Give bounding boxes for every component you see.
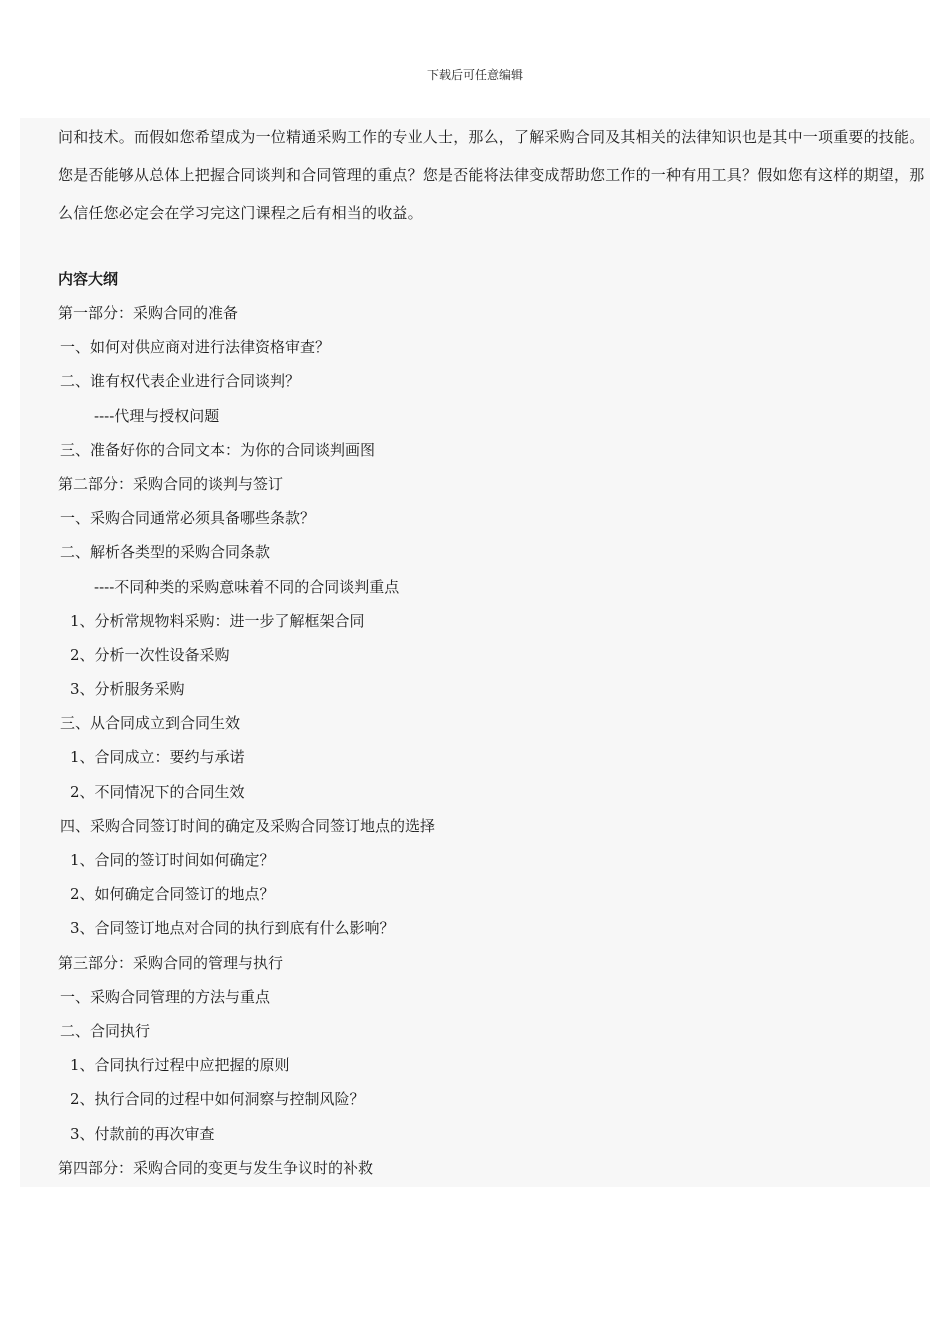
outline-item: 四、采购合同签订时间的确定及采购合同签订地点的选择 <box>60 816 436 835</box>
outline-item: 第二部分：采购合同的谈判与签订 <box>58 474 284 493</box>
outline-item: 第一部分：采购合同的准备 <box>58 304 239 322</box>
outline-item: 三、从合同成立到合同生效 <box>60 714 241 733</box>
outline-item: 三、准备好你的合同文本：为你的合同谈判画图 <box>60 440 376 459</box>
outline-item: 2、分析一次性设备采购 <box>70 645 230 664</box>
outline-item: 第四部分：采购合同的变更与发生争议时的补救 <box>58 1158 374 1177</box>
outline-heading: 内容大纲 <box>58 270 119 288</box>
intro-paragraph <box>58 118 930 232</box>
intro-text: 问和技术。而假如您希望成为一位精通采购工作的专业人士，那么，了解采购合同及其相关的法律知识也是其中一项重要的技能。您是否能够从总体上把握合同谈判和合同管理的重点？您是否能将法律变成帮助您工作的一种有用工具？假如您有这样的期望，那么信任您必定会在学习完这门课程之后有相当的收益。 <box>58 128 925 222</box>
outline-item: 2、如何确定合同签订的地点？ <box>70 885 275 904</box>
outline-item: 第三部分：采购合同的管理与执行 <box>58 953 284 972</box>
outline-item: 二、解析各类型的采购合同条款 <box>60 543 271 562</box>
course-outline <box>58 262 918 1185</box>
outline-item: ----不同种类的采购意味着不同的合同谈判重点 <box>94 577 400 596</box>
outline-item: 1、合同成立：要约与承诺 <box>70 748 245 767</box>
outline-item: 一、采购合同管理的方法与重点 <box>60 987 271 1006</box>
outline-item: ----代理与授权问题 <box>94 406 220 425</box>
outline-item: 2、执行合同的过程中如何洞察与控制风险？ <box>70 1090 365 1109</box>
outline-item: 1、分析常规物料采购：进一步了解框架合同 <box>70 611 365 630</box>
outline-item: 3、付款前的再次审查 <box>70 1124 215 1143</box>
outline-item: 1、合同的签订时间如何确定？ <box>70 851 275 869</box>
outline-item: 2、不同情况下的合同生效 <box>70 782 245 801</box>
outline-item: 1、合同执行过程中应把握的原则 <box>70 1056 290 1075</box>
outline-item: 二、合同执行 <box>60 1021 151 1040</box>
page-header: 下载后可任意编辑 <box>426 68 523 82</box>
outline-item: 一、如何对供应商对进行法律资格审查？ <box>60 338 331 357</box>
outline-item: 一、采购合同通常必须具备哪些条款？ <box>60 509 316 528</box>
outline-list <box>58 296 918 1185</box>
outline-item: 二、谁有权代表企业进行合同谈判？ <box>60 372 301 391</box>
outline-item: 3、合同签订地点对合同的执行到底有什么影响？ <box>70 919 395 938</box>
outline-item: 3、分析服务采购 <box>70 680 185 699</box>
